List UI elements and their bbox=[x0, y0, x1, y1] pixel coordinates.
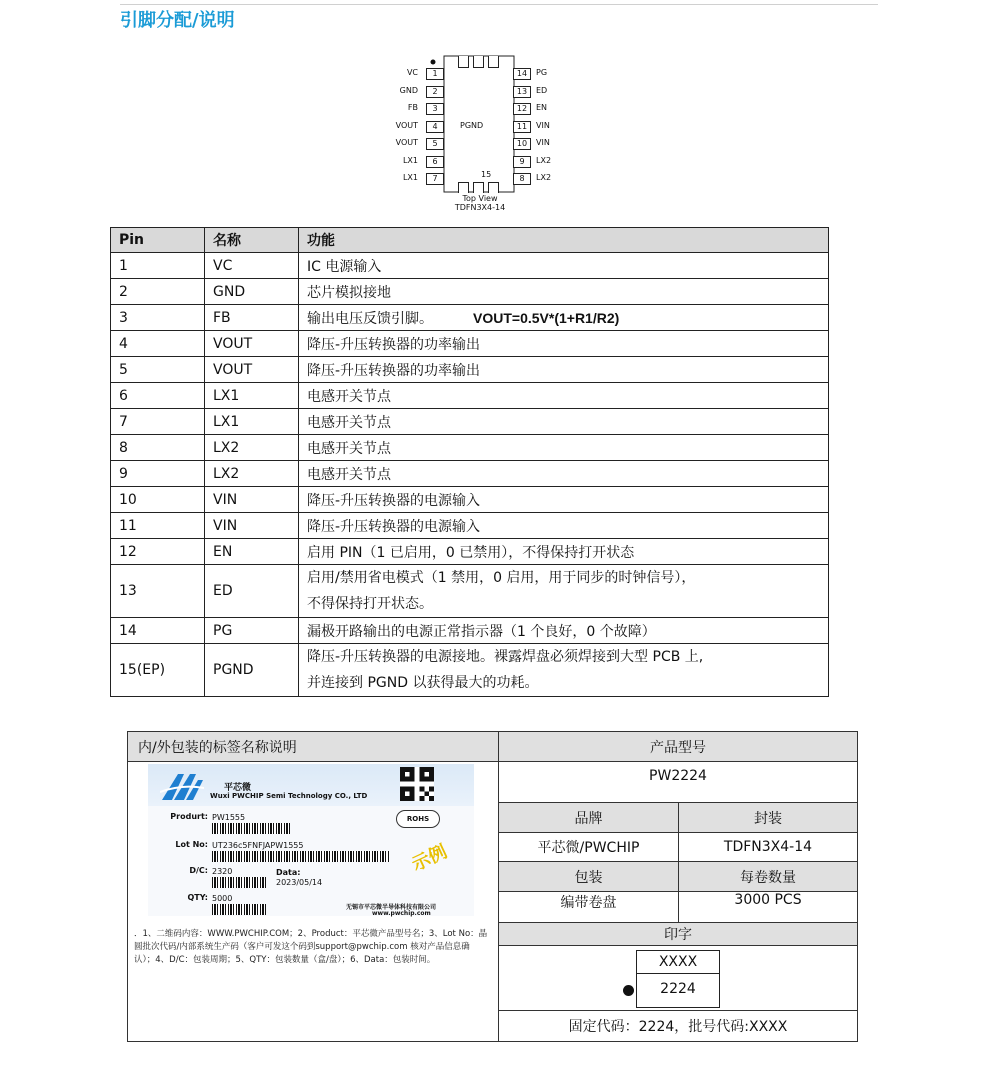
label-sample-cell bbox=[128, 762, 499, 1042]
pin-table bbox=[110, 227, 829, 697]
brand-value: 平芯微/PWCHIP bbox=[499, 833, 679, 862]
marking-cell bbox=[499, 946, 858, 1011]
label-desc-header: 内/外包装的标签名称说明 bbox=[128, 732, 499, 762]
marking-line2: 2224 bbox=[660, 981, 696, 997]
pin-function-cell bbox=[299, 331, 829, 357]
packing-value: 编带卷盘 bbox=[499, 892, 679, 923]
pin-number-box: 10 bbox=[513, 138, 531, 150]
function-text: 降压-升压转换器的功率输出 bbox=[307, 362, 481, 379]
pin-label-left: LX1 bbox=[402, 173, 418, 182]
marking-line1: XXXX bbox=[637, 951, 719, 974]
pin-name-cell: VC bbox=[205, 253, 299, 279]
pin-name-cell: EN bbox=[205, 539, 299, 565]
top-pad bbox=[473, 56, 484, 68]
sticker-product-value: PW1555 bbox=[212, 813, 246, 822]
sticker-lot-label: Lot No: bbox=[175, 840, 208, 849]
pinout-diagram bbox=[380, 54, 580, 219]
pin-name-cell: GND bbox=[205, 279, 299, 305]
feedback-formula: VOUT=0.5V*(1+R1/R2) bbox=[473, 309, 620, 326]
pin-number-box: 11 bbox=[513, 121, 531, 133]
pin-function-cell bbox=[299, 644, 829, 697]
function-text: 输出电压反馈引脚。 bbox=[307, 310, 433, 327]
pin-number-box: 6 bbox=[426, 156, 444, 168]
function-text-line2: 不得保持打开状态。 bbox=[307, 596, 433, 612]
table-row bbox=[111, 331, 829, 357]
table-row bbox=[111, 539, 829, 565]
function-text: 漏极开路输出的电源正常指示器（1 个良好，0 个故障） bbox=[307, 623, 656, 640]
function-text: 电感开关节点 bbox=[307, 414, 391, 431]
sticker-data-value: 2023/05/14 bbox=[276, 878, 323, 887]
pin-number-cell: 1 bbox=[111, 253, 205, 279]
sticker-qty-label: QTY: bbox=[187, 893, 208, 902]
pin-name-cell: VIN bbox=[205, 487, 299, 513]
pin-number-cell: 5 bbox=[111, 357, 205, 383]
rohs-badge: ROHS bbox=[396, 810, 440, 828]
barcode bbox=[212, 904, 266, 915]
pin-name-cell: ED bbox=[205, 565, 299, 618]
table-row bbox=[111, 279, 829, 305]
pin-function-cell bbox=[299, 253, 829, 279]
function-text: 降压-升压转换器的电源输入 bbox=[307, 518, 481, 535]
package-label-table bbox=[127, 731, 858, 1042]
pin-number-cell: 3 bbox=[111, 305, 205, 331]
sticker-dc-value: 2320 bbox=[212, 867, 233, 876]
table-row bbox=[111, 487, 829, 513]
package-header: 封装 bbox=[679, 803, 858, 833]
pin-function-cell bbox=[299, 565, 829, 618]
center-pad-label: PGND bbox=[460, 121, 484, 130]
pin-name-cell: VIN bbox=[205, 513, 299, 539]
marking-note: 固定代码：2224，批号代码:XXXX bbox=[499, 1011, 858, 1042]
qty-per-reel-header: 每卷数量 bbox=[679, 862, 858, 892]
bottom-pad bbox=[473, 182, 484, 193]
pin-name-cell: FB bbox=[205, 305, 299, 331]
pin-function-cell bbox=[299, 487, 829, 513]
label-sticker bbox=[128, 762, 488, 925]
pin-name-cell: PGND bbox=[205, 644, 299, 697]
pin-number-box: 9 bbox=[513, 156, 531, 168]
pin-number-box: 4 bbox=[426, 121, 444, 133]
function-text: 芯片模拟接地 bbox=[307, 284, 391, 301]
brand-header: 品牌 bbox=[499, 803, 679, 833]
sticker-dc-label: D/C: bbox=[189, 866, 208, 875]
table-row bbox=[111, 435, 829, 461]
pin-name-cell: LX1 bbox=[205, 409, 299, 435]
pin-function-cell bbox=[299, 461, 829, 487]
pin-number-box: 8 bbox=[513, 173, 531, 185]
function-text: 启用 PIN（1 已启用，0 已禁用），不得保持打开状态 bbox=[307, 544, 635, 561]
pin-function-cell bbox=[299, 279, 829, 305]
function-text: 降压-升压转换器的功率输出 bbox=[307, 336, 481, 353]
table-row bbox=[111, 383, 829, 409]
product-model-value: PW2224 bbox=[499, 762, 858, 803]
pin-function-cell bbox=[299, 357, 829, 383]
pin-number-box: 5 bbox=[426, 138, 444, 150]
pin-function-cell bbox=[299, 539, 829, 565]
table-row bbox=[111, 305, 829, 331]
pin-number-cell: 10 bbox=[111, 487, 205, 513]
pin-number-cell: 6 bbox=[111, 383, 205, 409]
pin-number-cell: 15(EP) bbox=[111, 644, 205, 697]
pwchip-logo bbox=[160, 770, 204, 802]
pin-number-box: 3 bbox=[426, 103, 444, 115]
product-model-header: 产品型号 bbox=[499, 732, 858, 762]
pin-label-right: ED bbox=[536, 85, 548, 95]
pin-label-right: LX2 bbox=[536, 173, 552, 182]
pin-label-left: LX1 bbox=[402, 155, 418, 165]
qr-code-icon bbox=[400, 767, 434, 801]
pin-name-cell: VOUT bbox=[205, 357, 299, 383]
sticker-product-label: Produrt: bbox=[170, 812, 208, 821]
section-heading: 引脚分配/说明 bbox=[120, 10, 235, 31]
sticker-data-label: Data: bbox=[276, 868, 301, 877]
bottom-pad bbox=[458, 182, 469, 193]
pin-label-right: LX2 bbox=[536, 155, 552, 165]
pin-name-cell: LX2 bbox=[205, 461, 299, 487]
pin-label-left: VOUT bbox=[395, 120, 418, 130]
pin-label-right: VIN bbox=[536, 120, 550, 130]
sticker-qty-value: 5000 bbox=[212, 894, 233, 903]
pin-number-cell: 4 bbox=[111, 331, 205, 357]
function-text: 降压-升压转换器的电源输入 bbox=[307, 492, 481, 509]
function-text: IC 电源输入 bbox=[307, 258, 382, 275]
example-stamp: 示例 bbox=[408, 841, 451, 876]
pin-number-box: 1 bbox=[426, 68, 444, 80]
pin-label-left: VOUT bbox=[395, 138, 418, 147]
function-text-line2: 并连接到 PGND 以获得最大的功耗。 bbox=[307, 675, 539, 691]
pin-label-right: EN bbox=[536, 103, 548, 112]
barcode bbox=[212, 851, 390, 862]
pin-function-cell bbox=[299, 513, 829, 539]
function-text: 电感开关节点 bbox=[307, 440, 391, 457]
table-row bbox=[111, 513, 829, 539]
qty-per-reel-value: 3000 PCS bbox=[679, 892, 858, 923]
pin-function-cell bbox=[299, 383, 829, 409]
pin1-dot bbox=[431, 60, 436, 65]
pin-number-cell: 7 bbox=[111, 409, 205, 435]
table-row bbox=[111, 253, 829, 279]
pin1-marker-icon bbox=[623, 985, 634, 996]
pin-number-cell: 11 bbox=[111, 513, 205, 539]
ep-pin-number: 15 bbox=[481, 170, 492, 179]
pin-function-cell bbox=[299, 305, 829, 331]
function-text: 电感开关节点 bbox=[307, 388, 391, 405]
top-view-label: Top View bbox=[462, 194, 498, 203]
pin-number-cell: 12 bbox=[111, 539, 205, 565]
pin-function-cell bbox=[299, 618, 829, 644]
pin-number-cell: 2 bbox=[111, 279, 205, 305]
sticker-lot-value: UT236c5FNFJAPW1555 bbox=[212, 841, 304, 850]
barcode bbox=[212, 823, 290, 834]
pin-number-cell: 9 bbox=[111, 461, 205, 487]
col-header-function: 功能 bbox=[299, 228, 829, 253]
top-pad bbox=[488, 56, 499, 68]
table-row bbox=[111, 409, 829, 435]
col-header-pin: Pin bbox=[111, 228, 205, 253]
sticker-url: www.pwchip.com bbox=[372, 910, 431, 917]
table-row bbox=[111, 461, 829, 487]
pin-label-right: PG bbox=[536, 68, 548, 77]
pin-function-cell bbox=[299, 435, 829, 461]
pin-number-box: 13 bbox=[513, 86, 531, 98]
package-value: TDFN3X4-14 bbox=[679, 833, 858, 862]
table-row bbox=[111, 618, 829, 644]
marking-header: 印字 bbox=[499, 923, 858, 946]
barcode bbox=[212, 877, 266, 888]
sticker-company-cn: 无锡市平芯微半导体科技有限公司 bbox=[346, 904, 437, 911]
top-rule bbox=[120, 4, 878, 5]
pin-name-cell: LX1 bbox=[205, 383, 299, 409]
col-header-name: 名称 bbox=[205, 228, 299, 253]
pin-table-header bbox=[111, 228, 829, 253]
function-text: 降压-升压转换器的电源接地。裸露焊盘必须焊接到大型 PCB 上, bbox=[307, 649, 704, 665]
pin-label-right: VIN bbox=[536, 138, 550, 147]
function-text: 电感开关节点 bbox=[307, 466, 391, 483]
pin-number-box: 7 bbox=[426, 173, 444, 185]
pin-number-cell: 14 bbox=[111, 618, 205, 644]
top-pad bbox=[458, 56, 469, 68]
pin-label-left: GND bbox=[399, 85, 418, 95]
pin-number-cell: 13 bbox=[111, 565, 205, 618]
sticker-brand-cn: 平芯微 bbox=[224, 783, 252, 793]
pin-label-left: VC bbox=[406, 68, 418, 77]
function-text: 启用/禁用省电模式（1 禁用，0 启用，用于同步的时钟信号）， bbox=[307, 570, 696, 586]
package-label: TDFN3X4-14 bbox=[454, 203, 506, 212]
table-row bbox=[111, 565, 829, 618]
pin-function-cell bbox=[299, 409, 829, 435]
marking-drawing bbox=[636, 950, 720, 1008]
pin-name-cell: VOUT bbox=[205, 331, 299, 357]
table-row bbox=[111, 357, 829, 383]
label-notes: ．1、二维码内容：WWW.PWCHIP.COM；2、Product：平芯微产品型号名；3、Lot No：晶圆批次代码/内部系统生产码（客户可发这个码到support@pwchip.com 核对产品信息确认）；4、D/C：包装周期；5、QTY：包装数量（盒/盘）；6、Data：包装时间。 bbox=[134, 929, 488, 965]
pin-name-cell: LX2 bbox=[205, 435, 299, 461]
pin-label-left: FB bbox=[407, 103, 418, 112]
packing-header: 包装 bbox=[499, 862, 679, 892]
pin-number-box: 2 bbox=[426, 86, 444, 98]
pin-name-cell: PG bbox=[205, 618, 299, 644]
bottom-pad bbox=[488, 182, 499, 193]
pin-number-cell: 8 bbox=[111, 435, 205, 461]
pin-number-box: 12 bbox=[513, 103, 531, 115]
table-row bbox=[111, 644, 829, 697]
sticker-company: Wuxi PWCHIP Semi Technology CO., LTD bbox=[210, 792, 368, 800]
pin-number-box: 14 bbox=[513, 68, 531, 80]
